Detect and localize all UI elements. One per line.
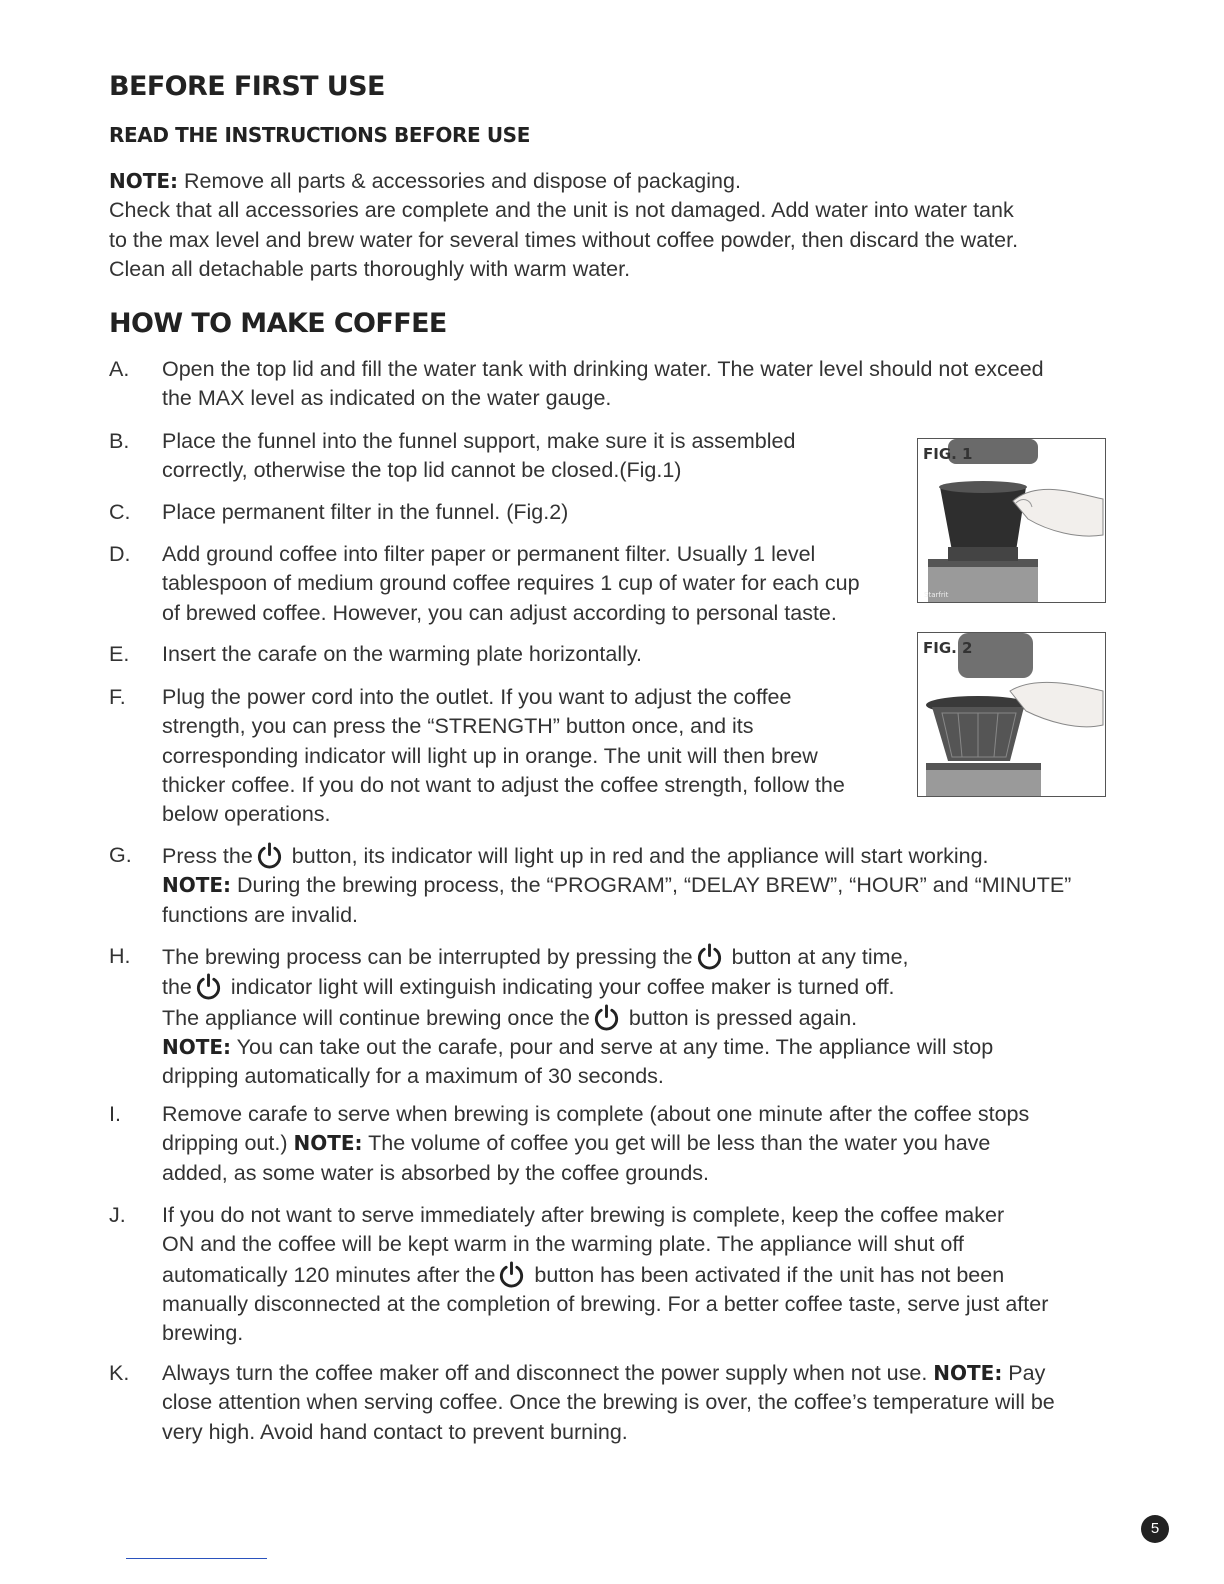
section-title-before-first-use: BEFORE FIRST USE xyxy=(109,71,385,102)
section-title-how-to-make-coffee: HOW TO MAKE COFFEE xyxy=(109,308,447,339)
figure-1 xyxy=(917,438,1106,603)
brand-label: Starfrit xyxy=(924,591,949,599)
power-icon xyxy=(255,841,284,870)
footer-divider xyxy=(126,1558,267,1559)
coffee-maker-filter-illustration xyxy=(918,633,1105,796)
subtitle-read-instructions: READ THE INSTRUCTIONS BEFORE USE xyxy=(109,123,530,147)
fig1-label: FIG. 1 xyxy=(923,445,973,463)
fig2-label: FIG. 2 xyxy=(923,639,973,657)
power-icon xyxy=(695,942,724,971)
power-icon xyxy=(592,1003,621,1032)
figure-2 xyxy=(917,632,1106,797)
note-label: NOTE: xyxy=(109,169,179,193)
power-icon xyxy=(194,972,223,1001)
before-first-use-text: NOTE: Remove all parts & accessories and dispose of packaging. Check that all accessories are complete and the unit is not damaged. Add water into water tank to the max level and brew water for several times without coffee powder, then discard the water. Clean all detachable parts thoroughly with warm water. xyxy=(109,169,1019,281)
power-icon xyxy=(497,1260,526,1289)
coffee-maker-funnel-illustration xyxy=(918,439,1105,602)
page-number: 5 xyxy=(1141,1515,1169,1543)
